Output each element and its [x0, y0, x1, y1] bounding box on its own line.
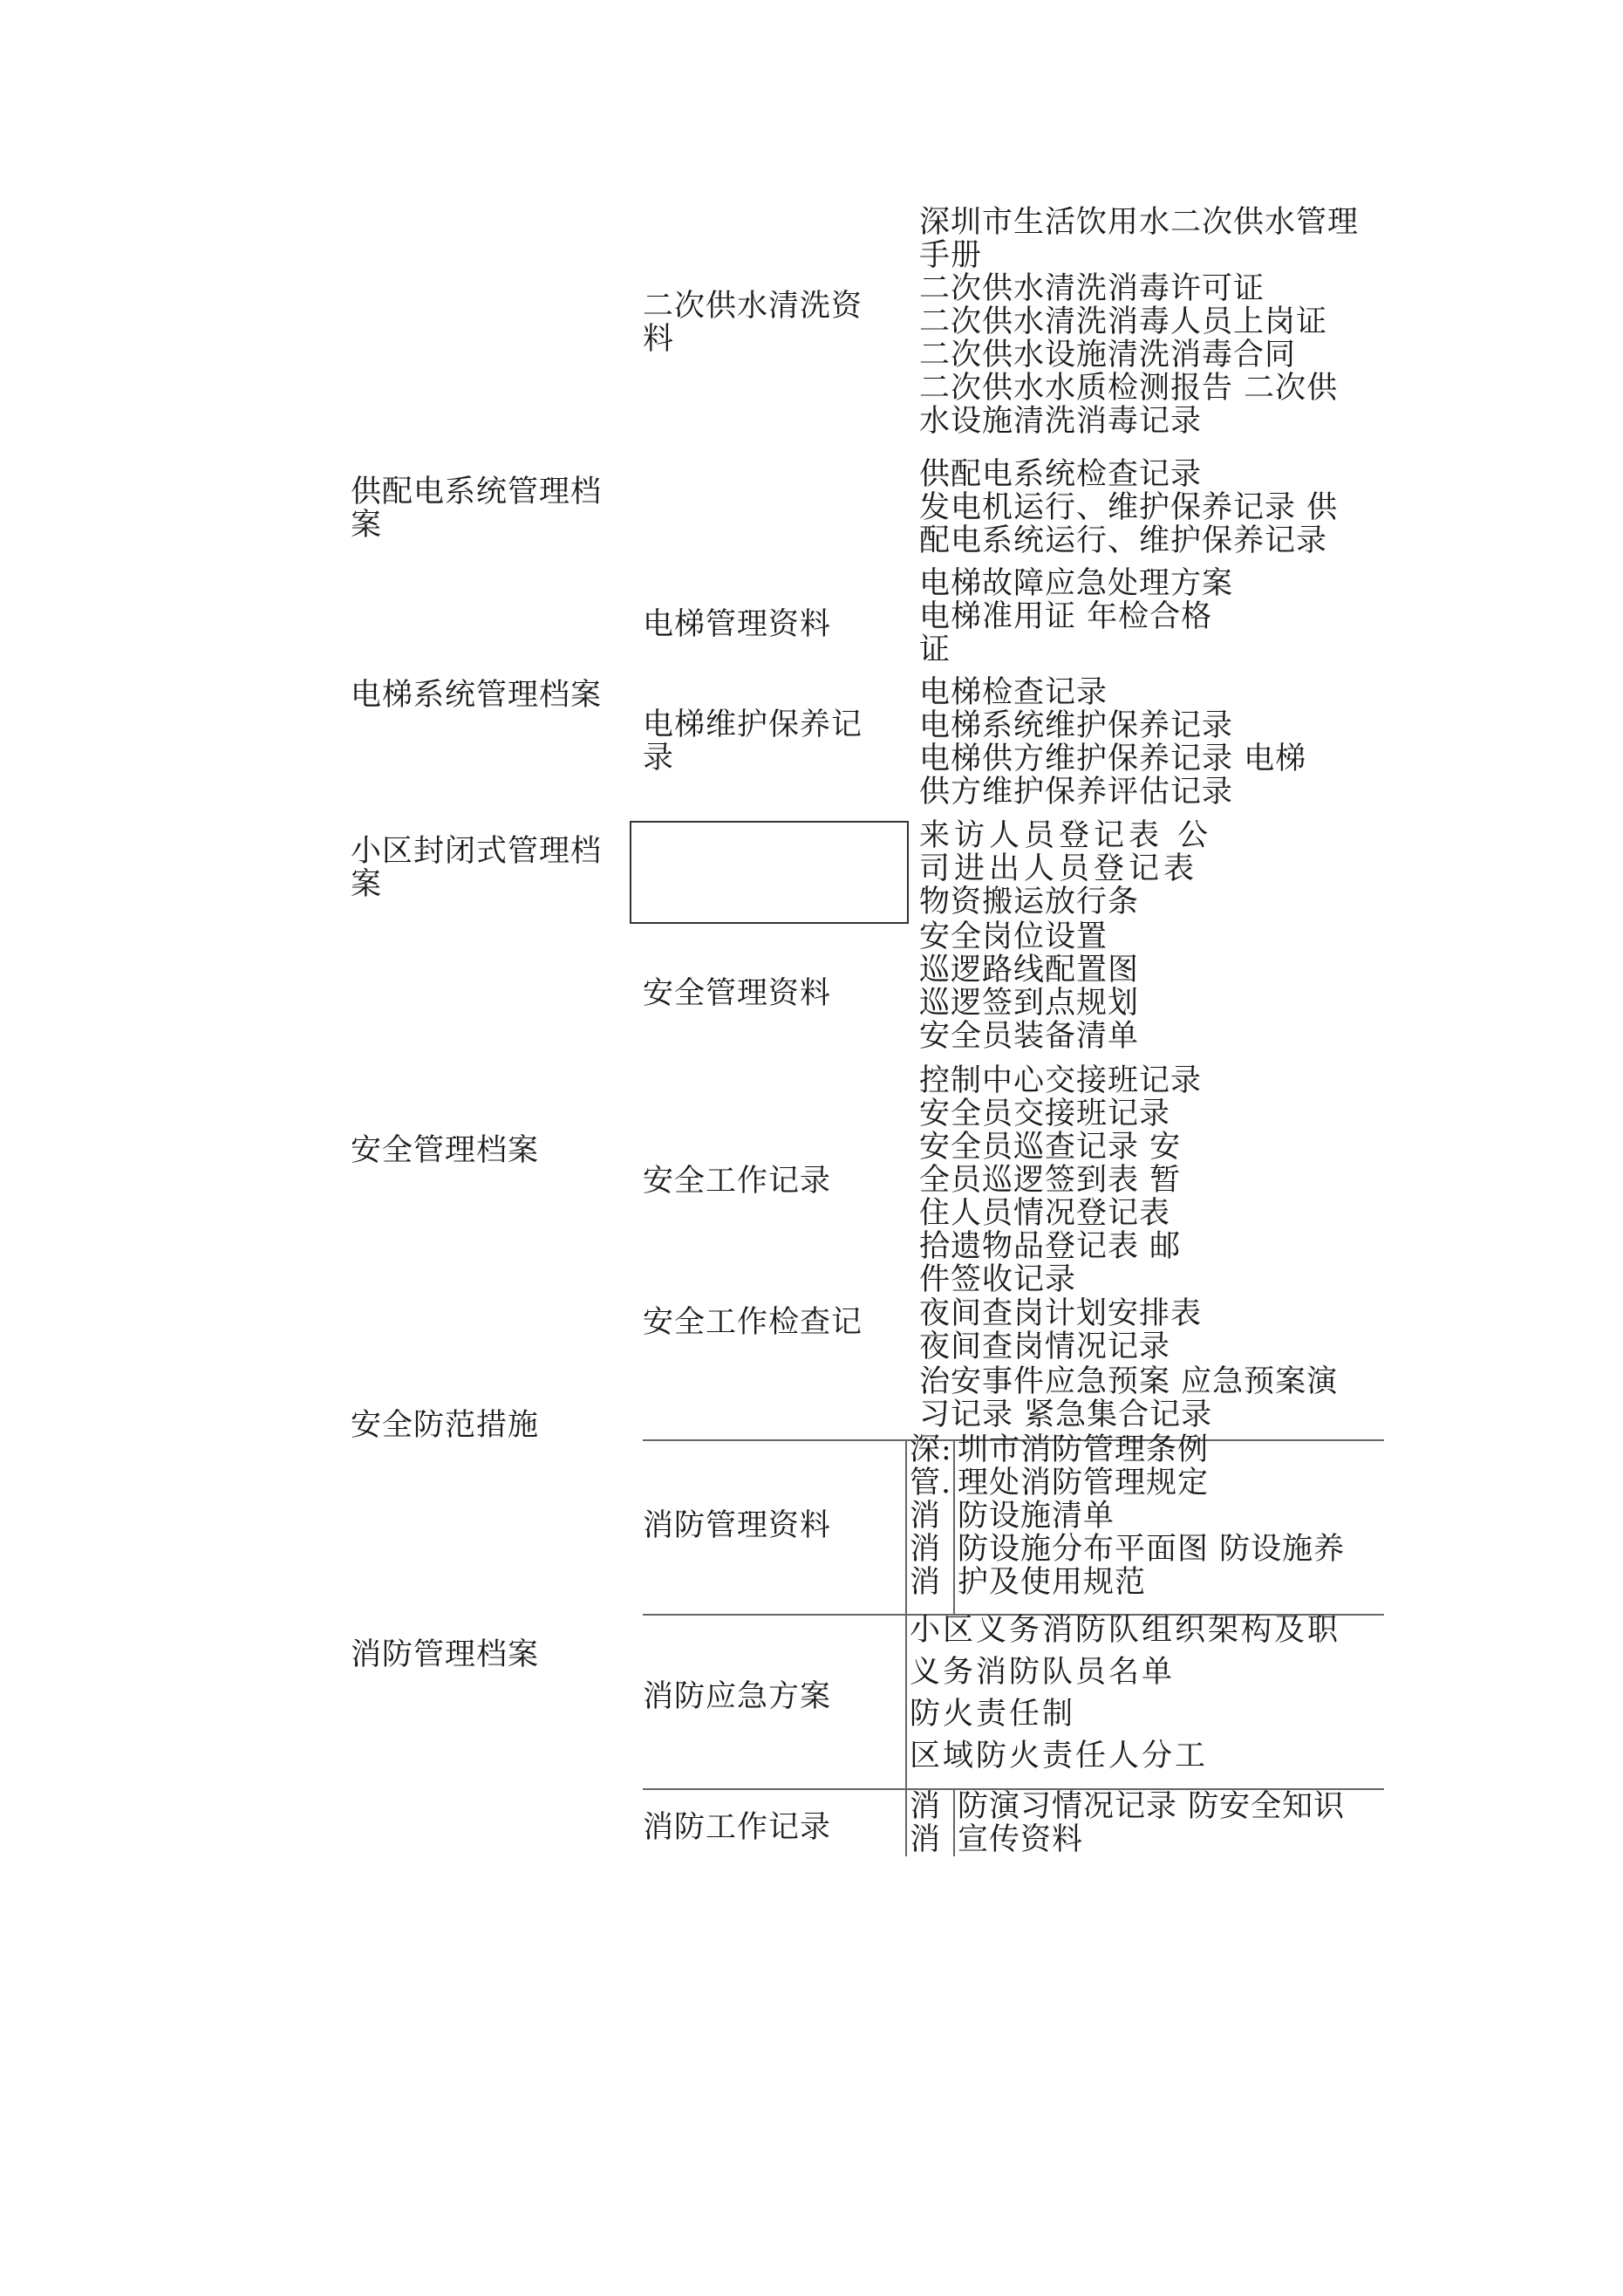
list-item: 安全员交接班记录 — [919, 1097, 1171, 1131]
list-item: 二次供水清洗消毒人员上岗证 — [919, 304, 1328, 339]
table-rule — [953, 1439, 955, 1614]
list-item: 防设施分布平面图 防设施养 — [958, 1532, 1346, 1567]
list-item: 供方维护保养评估记录 — [919, 775, 1234, 810]
list-item: 义务消防队员名单 — [910, 1655, 1176, 1690]
list-item: 治安事件应急预案 应急预案演 — [919, 1364, 1339, 1399]
list-item: 电梯供方维护保养记录 电梯 — [919, 741, 1307, 776]
sub-elevator-maint: 电梯维护保养记 — [643, 707, 863, 742]
sub-elevator-maint-cont: 录 — [643, 741, 675, 776]
list-item-prefix: 消 — [910, 1499, 942, 1534]
list-item: 区域防火责任人分工 — [910, 1739, 1209, 1773]
category-closed-management: 小区封闭式管理档 — [351, 834, 603, 869]
list-item: 二次供水水质检测报告 二次供 — [919, 371, 1339, 406]
list-item-prefix: 深: — [910, 1432, 952, 1467]
sub-fire-work: 消防工作记录 — [643, 1810, 832, 1845]
list-item: 宣传资料 — [958, 1822, 1084, 1856]
list-item: 司进出人员登记表 — [919, 851, 1199, 886]
sub-fire-mgmt: 消防管理资料 — [643, 1508, 832, 1543]
list-item: 配电系统运行、维护保养记录 — [919, 523, 1328, 558]
list-item: 二次供水清洗消毒许可证 — [919, 271, 1265, 306]
list-item: 安全员巡查记录 安 — [919, 1130, 1182, 1165]
category-power: 供配电系统管理档 — [351, 475, 603, 509]
category-elevator: 电梯系统管理档案 — [351, 678, 603, 713]
list-item: 安全岗位设置 — [919, 919, 1108, 954]
sub-water-clean-cont: 料 — [643, 322, 675, 357]
category-power-cont: 案 — [351, 508, 383, 543]
list-item: 来访人员登记表 公 — [919, 818, 1213, 853]
list-item: 护及使用规范 — [958, 1565, 1147, 1600]
list-item: 电梯检查记录 — [919, 675, 1108, 710]
category-closed-management-cont: 案 — [351, 867, 383, 902]
list-item: 电梯系统维护保养记录 — [919, 708, 1234, 743]
list-item: 夜间查岗情况记录 — [919, 1329, 1171, 1364]
list-item: 圳市消防管理条例 — [958, 1432, 1210, 1467]
list-item: 夜间查岗计划安排表 — [919, 1296, 1203, 1331]
list-item: 习记录 紧急集合记录 — [919, 1397, 1213, 1432]
list-item: 证 — [919, 632, 951, 667]
list-item: 供配电系统检查记录 — [919, 457, 1203, 492]
list-item: 安全员装备清单 — [919, 1019, 1140, 1054]
sub-fire-emergency: 消防应急方案 — [643, 1679, 832, 1714]
list-item: 防火责任制 — [910, 1697, 1076, 1732]
empty-cell — [630, 821, 909, 924]
list-item: 件签收记录 — [919, 1262, 1077, 1297]
list-item: 二次供水设施清洗消毒合同 — [919, 338, 1297, 372]
list-item: 控制中心交接班记录 — [919, 1063, 1203, 1098]
category-fire: 消防管理档案 — [351, 1637, 540, 1672]
list-item: 防演习情况记录 防安全知识 — [958, 1789, 1346, 1824]
list-item: 物资搬运放行条 — [919, 885, 1140, 919]
fire-work-cell — [907, 1788, 1395, 1856]
sub-security-check: 安全工作检查记 — [643, 1305, 863, 1340]
list-item: 电梯故障应急处理方案 — [919, 566, 1234, 601]
list-item: 全员巡逻签到表 暂 — [919, 1163, 1182, 1198]
list-item-prefix: 消 — [910, 1565, 942, 1600]
list-item-prefix: 消 — [910, 1532, 942, 1567]
list-item: 小区义务消防队组织架构及职 — [910, 1613, 1341, 1648]
list-item: 电梯准用证 年检合格 — [919, 599, 1213, 634]
list-item-prefix: 消 — [910, 1822, 942, 1856]
sub-security-work: 安全工作记录 — [643, 1164, 832, 1199]
list-item: 拾遗物品登记表 邮 — [919, 1229, 1182, 1264]
category-security: 安全管理档案 — [351, 1133, 540, 1168]
list-item: 住人员情况登记表 — [919, 1196, 1171, 1231]
list-item: 发电机运行、维护保养记录 供 — [919, 490, 1339, 525]
list-item-prefix: 管. — [910, 1466, 952, 1500]
category-prevention: 安全防范措施 — [351, 1408, 540, 1443]
list-item: 防设施清单 — [958, 1499, 1115, 1534]
list-item: 巡逻路线配置图 — [919, 953, 1140, 987]
sub-security-mgmt: 安全管理资料 — [643, 976, 832, 1011]
list-item: 水设施清洗消毒记录 — [919, 404, 1203, 439]
sub-water-clean: 二次供水清洗资 — [643, 289, 863, 324]
list-item-prefix: 消 — [910, 1789, 942, 1824]
sub-elevator-mgmt: 电梯管理资料 — [643, 607, 832, 642]
list-item: 深圳市生活饮用水二次供水管理 — [919, 205, 1360, 240]
list-item: 手册 — [919, 238, 983, 273]
list-item: 巡逻签到点规划 — [919, 986, 1140, 1021]
list-item: 理处消防管理规定 — [958, 1466, 1210, 1500]
